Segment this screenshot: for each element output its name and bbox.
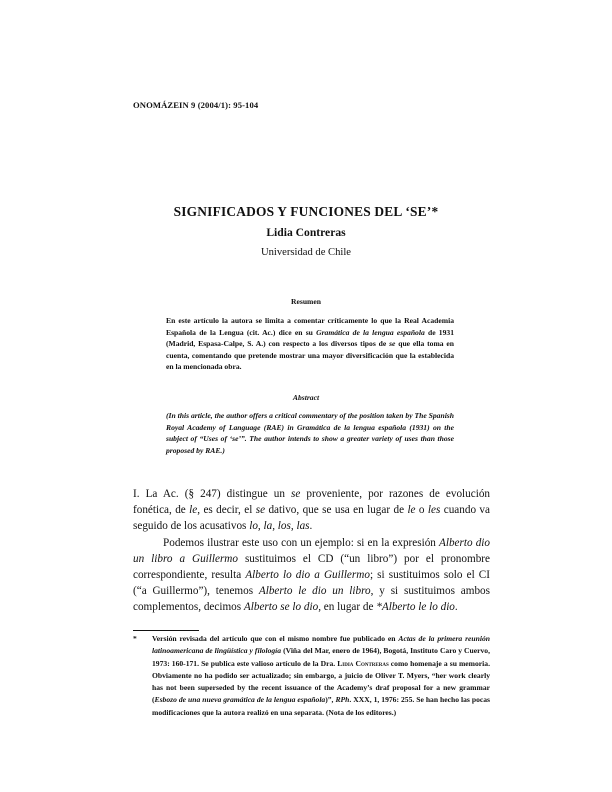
resumen-text: En este artículo la autora se limita a comentar críticamente lo que la Real Academia Española de la Lengua (cit. Ac.) dice en su Gramática de la lengua española de 1931 (Madrid, Espasa-Calpe, S. A.) con respecto a los diversos tipos de se que ella toma en cuenta, comentando que pretende mostrar una mayor diversificación que la establecida en la mencionada obra. — [166, 316, 454, 372]
footnote — [133, 633, 490, 719]
running-head: ONOMÁZEIN 9 (2004/1): 95-104 — [133, 100, 259, 110]
author-affiliation: Universidad de Chile — [260, 247, 352, 258]
footnote-mark: * — [133, 634, 137, 643]
abstract-text: (In this article, the author offers a critical commentary of the position taken by The Spanish Royal Academy of Language (RAE) in Gramática de la lengua española (1931) on the subject of “Uses of ‘se’”. The author intends to show a greater variety of uses than those proposed by RAE.) — [166, 411, 454, 455]
body-paragraph-1: I. La Ac. (§ 247) distingue un se proveniente, por razones de evolución fonética, de le, es decir, el se dativo, que se usa en lugar de le o les cuando va seguido de los acusativos lo, la, los, las. — [133, 488, 491, 533]
body-paragraph-2: Podemos ilustrar este uso con un ejemplo: si en la expresión Alberto dio un libro a Guillermo sustituimos el CD (“un libro”) por el pronombre correspondiente, resulta Alberto lo dio a Guillermo; si sustituimos solo el CI (“a Guillermo”), tenemos Alberto le dio un libro, y si sustituimos ambos complementos, decimos Alberto se lo dio, en lugar de *Alberto le lo dio. — [133, 536, 490, 614]
abstract-heading: Abstract — [292, 393, 320, 402]
body-text — [133, 486, 490, 616]
footnote-rule — [133, 630, 199, 631]
resumen-heading: Resumen — [291, 297, 321, 306]
article-title: SIGNIFICADOS Y FUNCIONES DEL ‘SE’* — [173, 204, 439, 219]
footnote-text: Versión revisada del artículo que con el mismo nombre fue publicado en Actas de la primera reunión latinoamericana de lingüística y filología (Viña del Mar, enero de 1964), Bogotá, Instituto Caro y Cuervo, 1973: 160-171. Se publica este valioso artículo de la Dra. Lidia Contreras como homenaje a su memoria. Obviamente no ha podido ser actualizado; sin embargo, a juicio de Oliver T. Myers, “her work clearly has not been superseded by the recent issuance of the Academy’s draf proposal for a new grammar (Esbozo de una nueva gramática de la lengua española)”, RPh. XXX, 1, 1976: 255. Se han hecho las pocas modificaciones que la autora realizó en una separata. (Nota de los editores.) — [152, 634, 491, 717]
author-name: Lidia Contreras — [266, 226, 346, 239]
